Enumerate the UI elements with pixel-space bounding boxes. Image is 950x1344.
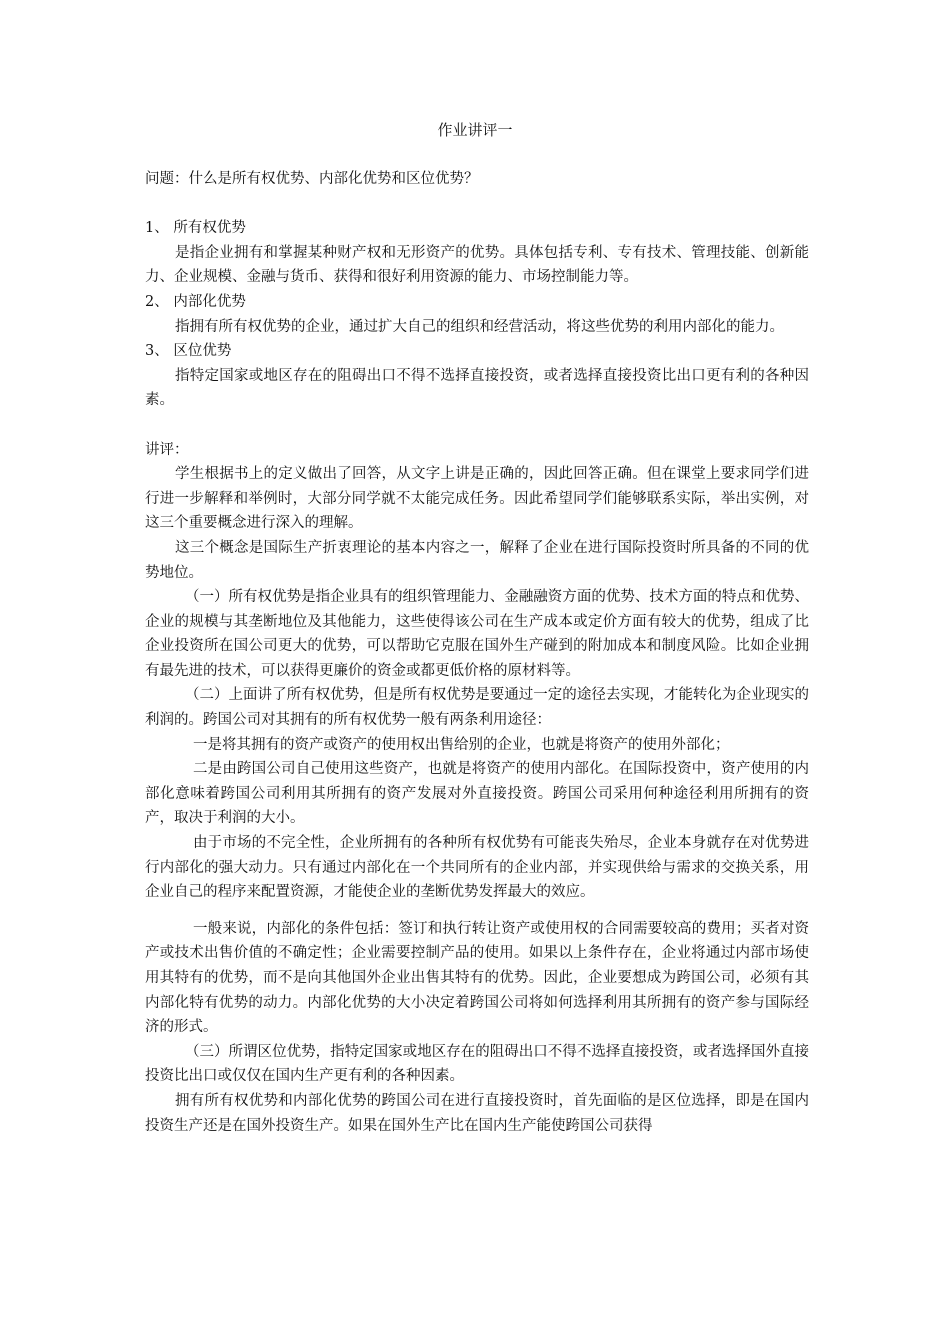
answer-text-location: 指特定国家或地区存在的阻碍出口不得不选择直接投资，或者选择直接投资比出口更有利的各种因素。 [145,367,809,409]
spacer [145,905,809,917]
review-paragraph: 一是将其拥有的资产或资产的使用权出售给别的企业，也就是将资产的使用外部化； [193,736,730,753]
review-paragraph: 由于市场的不完全性，企业所拥有的各种所有权优势有可能丧失殆尽，企业本身就存在对优势进行内部化的强大动力。只有通过内部化在一个共同所有的企业内部，并实现供给与需求的交换关系，用企业自己的程序来配置资源，才能使企业的垄断优势发挥最大的效应。 [145,835,809,901]
review-paragraph: 一般来说，内部化的条件包括：签订和执行转让资产或使用权的合同需要较高的费用；买者对资产或技术出售价值的不确定性；企业需要控制产品的使用。如果以上条件存在，企业将通过内部市场使用其特有的优势，而不是向其他国外企业出售其特有的优势。因此，企业要想成为跨国公司，必须有其内部化特有优势的动力。内部化优势的大小决定着跨国公司将如何选择利用其所拥有的资产参与国际经济的形式。 [145,920,809,1036]
document-title: 作业讲评一 [437,121,513,139]
answer-text-ownership: 是指企业拥有和掌握某种财产权和无形资产的优势。具体包括专利、专有技术、管理技能、创新能力、企业规模、金融与货币、获得和很好利用资源的能力、市场控制能力等。 [145,244,809,286]
spacer [145,192,809,217]
question-text: 问题：什么是所有权优势、内部化优势和区位优势？ [145,171,479,187]
review-paragraph: （二）上面讲了所有权优势，但是所有权优势是要通过一定的途径去实现，才能转化为企业现实的利润的。跨国公司对其拥有的所有权优势一般有两条利用途径： [145,687,809,729]
answer-heading-location: 3、 区位优势 [145,343,232,360]
review-paragraph: 这三个概念是国际生产折衷理论的基本内容之一，解释了企业在进行国际投资时所具备的不同的优势地位。 [145,539,809,581]
answer-heading-ownership: 1、 所有权优势 [145,220,246,237]
review-label: 讲评： [145,441,189,458]
answer-text-internalization: 指拥有所有权优势的企业，通过扩大自己的组织和经营活动，将这些优势的利用内部化的能力。 [175,318,784,335]
review-paragraph: （三）所谓区位优势，指特定国家或地区存在的阻碍出口不得不选择直接投资，或者选择国外直接投资比出口或仅仅在国内生产更有利的各种因素。 [145,1043,809,1085]
review-paragraph: 二是由跨国公司自己使用这些资产，也就是将资产的使用内部化。在国际投资中，资产使用的内部化意味着跨国公司利用其所拥有的资产发展对外直接投资。跨国公司采用何种途径利用所拥有的资产，取决于利润的大小。 [145,761,809,827]
review-paragraph: （一）所有权优势是指企业具有的组织管理能力、金融融资方面的优势、技术方面的特点和优势、企业的规模与其垄断地位及其他能力，这些使得该公司在生产成本或定价方面有较大的优势，组成了比企业投资所在国公司更大的优势，可以帮助它克服在国外生产碰到的附加成本和制度风险。比如企业拥有最先进的技术，可以获得更廉价的资金或都更低价格的原材料等。 [145,589,809,679]
spacer [145,413,809,438]
review-paragraph: 学生根据书上的定义做出了回答，从文字上讲是正确的，因此回答正确。但在课堂上要求同学们进行进一步解释和举例时，大部分同学就不太能完成任务。因此希望同学们能够联系实际，举出实例，对这三个重要概念进行深入的理解。 [145,466,809,532]
document-body [145,167,809,1138]
review-paragraph: 拥有所有权优势和内部化优势的跨国公司在进行直接投资时，首先面临的是区位选择，即是在国内投资生产还是在国外投资生产。如果在国外生产比在国内生产能使跨国公司获得 [145,1092,809,1134]
answer-heading-internalization: 2、 内部化优势 [145,293,246,310]
